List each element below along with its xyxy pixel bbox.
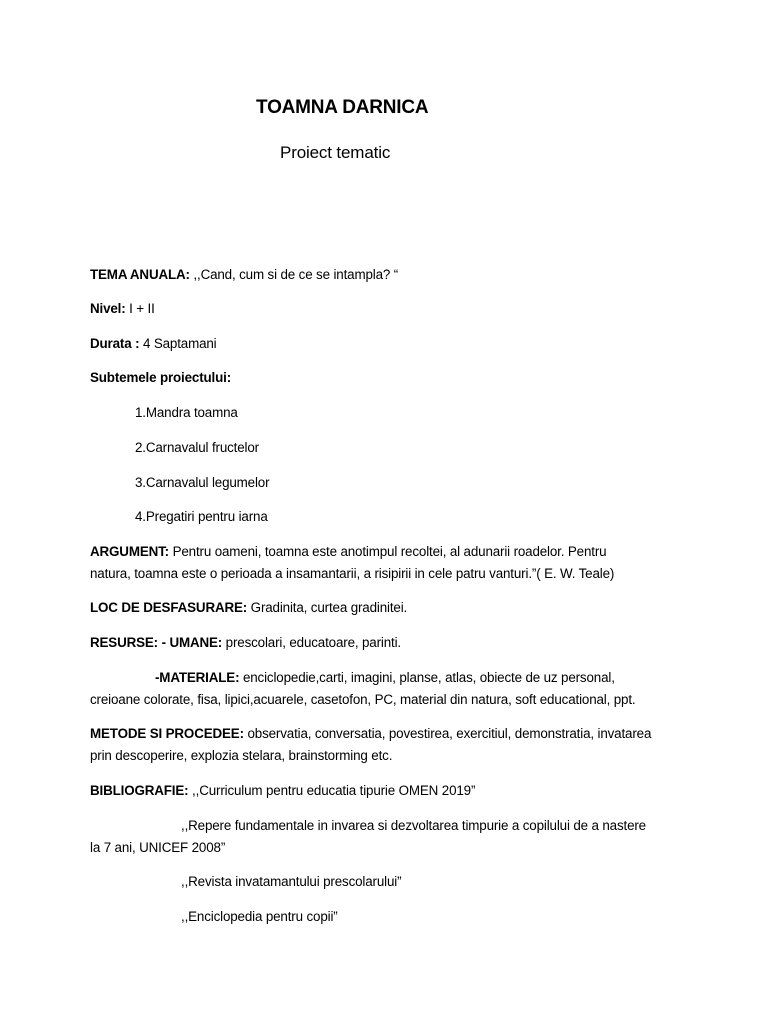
subtema-item: 3.Carnavalul legumelor <box>135 475 270 490</box>
loc-line <box>90 599 407 617</box>
loc-label: LOC DE DESFASURARE: <box>90 600 248 615</box>
subteme-heading <box>90 369 231 387</box>
metode-line-2: prin descoperire, explozia stelara, brainstorming etc. <box>90 748 393 763</box>
durata-label: Durata : <box>90 336 140 351</box>
metode-label: METODE SI PROCEDEE: <box>90 726 244 741</box>
bibliografie-item-2-line-2: la 7 ani, UNICEF 2008” <box>90 840 226 855</box>
tema-anuala-label: TEMA ANUALA: <box>90 267 190 282</box>
durata-line <box>90 335 217 353</box>
resurse-label: RESURSE: - UMANE: <box>90 635 223 650</box>
argument-line-2: natura, toamna este o perioada a insamantarii, a risipirii in cele patru vanturi.”( E. W. Teale) <box>90 566 615 581</box>
tema-anuala-value: ,,Cand, cum si de ce se intampla? “ <box>189 267 399 282</box>
document-title: TOAMNA DARNICA <box>256 97 429 118</box>
metode-text-1: observatia, conversatia, povestirea, exercitiul, demonstratia, invatarea <box>243 726 652 741</box>
materiale-text-1: enciclopedie,carti, imagini, planse, atlas, obiecte de uz personal, <box>239 670 615 685</box>
materiale-label: -MATERIALE: <box>155 670 240 685</box>
argument-text-1: Pentru oameni, toamna este anotimpul recoltei, al adunarii roadelor. Pentru <box>169 544 607 559</box>
bibliografie-item-3: ,,Revista invatamantului prescolarului” <box>181 874 402 889</box>
bibliografie-line <box>90 782 475 800</box>
bibliografie-item-2-line-1: ,,Repere fundamentale in invarea si dezvoltarea timpurie a copilului de a nastere <box>181 818 646 833</box>
nivel-line <box>90 300 155 318</box>
bibliografie-item-1: ,,Curriculum pentru educatia tipurie OMEN 2019” <box>188 783 476 798</box>
document-subtitle: Proiect tematic <box>280 143 391 162</box>
subtema-item: 4.Pregatiri pentru iarna <box>135 509 268 524</box>
bibliografie-label: BIBLIOGRAFIE: <box>90 783 189 798</box>
nivel-value: I + II <box>125 301 155 316</box>
argument-line-1 <box>90 543 606 561</box>
materiale-line-1 <box>155 669 615 687</box>
metode-line-1 <box>90 725 651 743</box>
loc-value: Gradinita, curtea gradinitei. <box>247 600 408 615</box>
resurse-line <box>90 634 401 652</box>
argument-label: ARGUMENT: <box>90 544 169 559</box>
resurse-value: prescolari, educatoare, parinti. <box>222 635 402 650</box>
tema-anuala-line <box>90 266 398 284</box>
durata-value: 4 Saptamani <box>139 336 217 351</box>
subteme-label: Subtemele proiectului: <box>90 370 232 385</box>
nivel-label: Nivel: <box>90 301 126 316</box>
bibliografie-item-4: ,,Enciclopedia pentru copii” <box>181 909 338 924</box>
materiale-line-2: creioane colorate, fisa, lipici,acuarele, casetofon, PC, material din natura, soft educational, ppt. <box>90 692 636 707</box>
subtema-item: 1.Mandra toamna <box>135 405 238 420</box>
subtema-item: 2.Carnavalul fructelor <box>135 440 259 455</box>
